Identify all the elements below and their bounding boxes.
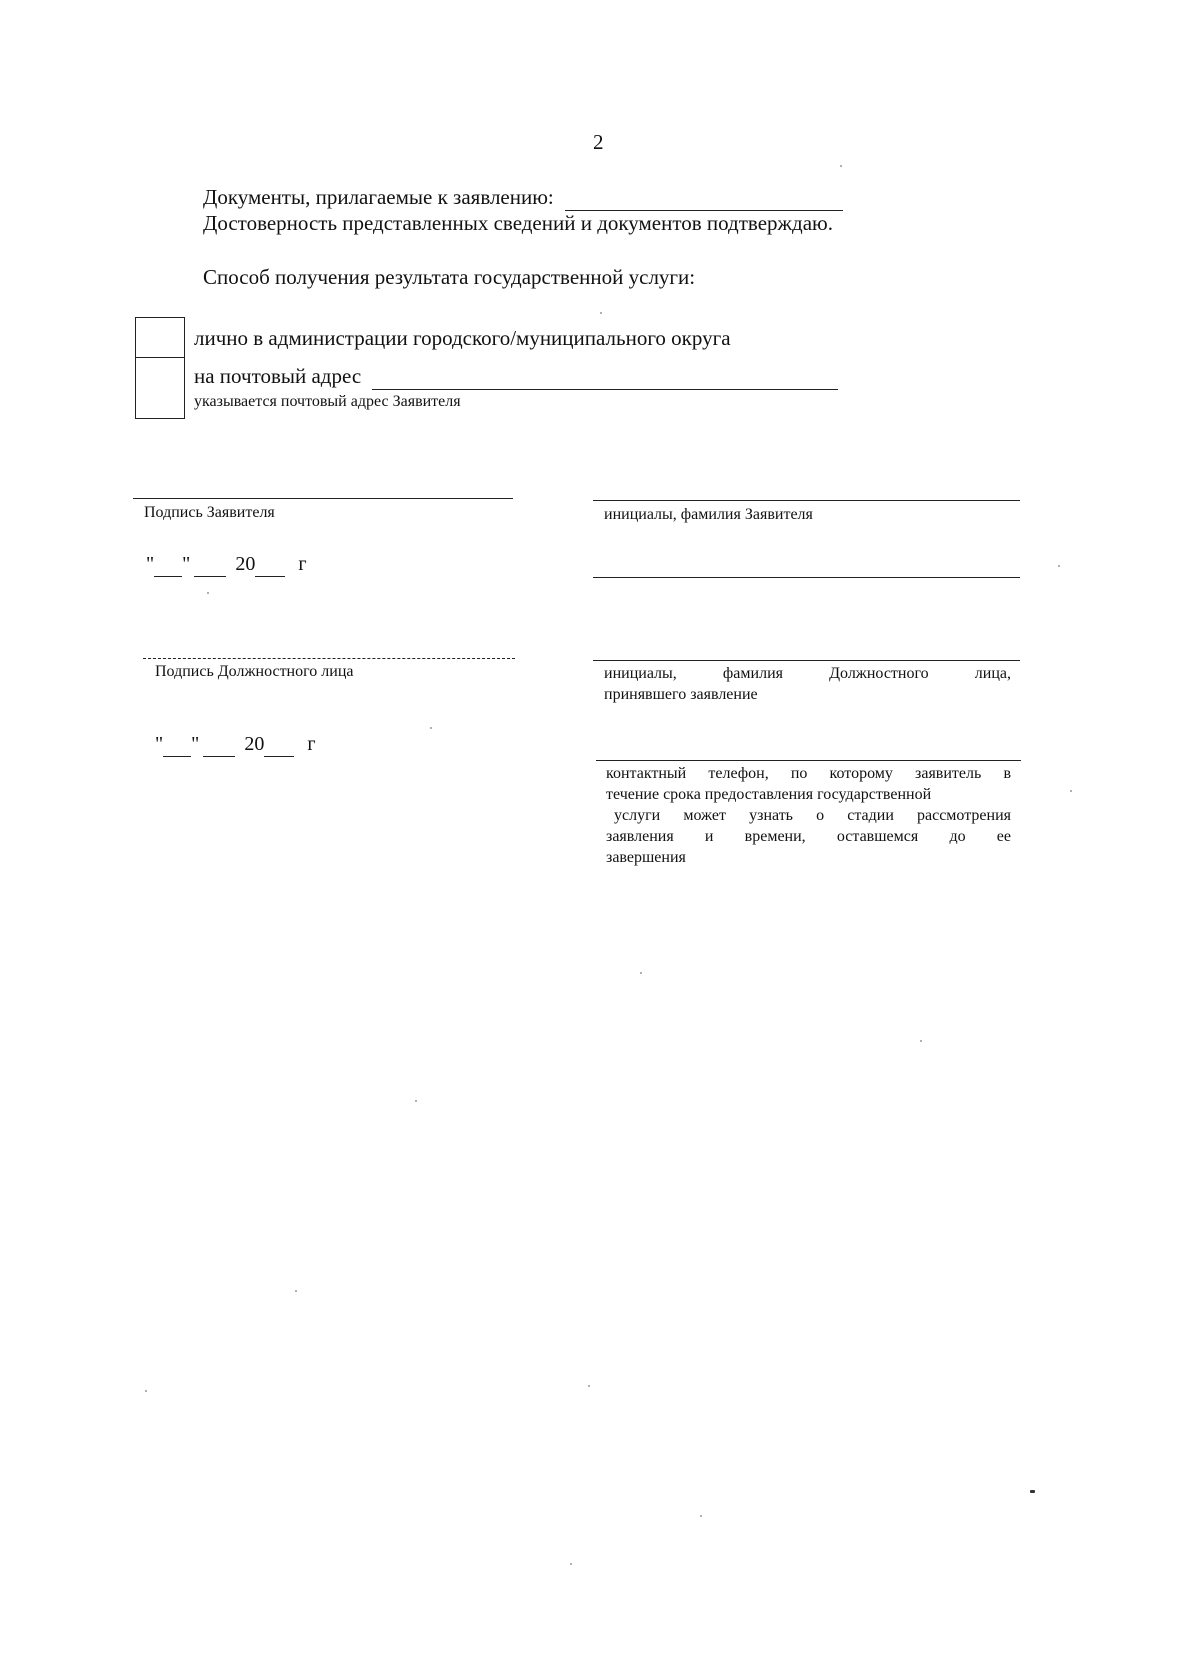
page-number: 2 (593, 130, 604, 154)
scan-speck (145, 1390, 147, 1392)
postal-address-field[interactable] (372, 364, 838, 390)
option-mail-line (194, 364, 838, 390)
applicant-date-day-field[interactable] (154, 553, 182, 577)
scan-speck (1058, 565, 1060, 567)
scan-speck (600, 312, 602, 314)
date-open-quote: " (155, 733, 164, 755)
documents-attached-line (203, 185, 843, 211)
documents-confirm-text: Достоверность представленных сведений и документов подтверждаю. (203, 211, 833, 235)
applicant-date-month-field[interactable] (194, 553, 226, 577)
applicant-name-line[interactable] (593, 500, 1020, 501)
documents-attached-field[interactable] (565, 185, 843, 211)
scan-speck (1070, 790, 1072, 792)
scan-speck (1030, 1490, 1035, 1493)
official-name-line[interactable] (593, 660, 1020, 661)
date-close-quote: " (182, 553, 191, 575)
option-mail-hint: указывается почтовый адрес Заявителя (194, 393, 461, 410)
applicant-date-year-field[interactable] (255, 553, 285, 577)
scan-speck (588, 1385, 590, 1387)
documents-attached-label: Документы, прилагаемые к заявлению: (203, 185, 554, 209)
applicant-signature-line[interactable] (133, 498, 513, 499)
applicant-name-caption: инициалы, фамилия Заявителя (604, 506, 813, 523)
date-year-suffix: г (298, 553, 307, 575)
contact-phone-caption-line: течение срока предоставления государственной (606, 786, 932, 803)
contact-phone-caption-line: заявления и времени, оставшемся до ее (606, 828, 1011, 845)
official-date (155, 733, 316, 757)
contact-phone-caption-line: услуги может узнать о стадии рассмотрения (614, 807, 1011, 824)
official-signature-caption: Подпись Должностного лица (155, 663, 354, 680)
scan-speck (295, 1290, 297, 1292)
option-mail-label: на почтовый адрес (194, 364, 362, 388)
date-year-suffix: г (307, 733, 316, 755)
date-open-quote: " (146, 553, 155, 575)
date-close-quote: " (191, 733, 200, 755)
scan-speck (700, 1515, 702, 1517)
date-year-prefix: 20 (244, 733, 265, 755)
option-in-person-label: лично в администрации городского/муниципального округа (194, 326, 731, 350)
applicant-signature-caption: Подпись Заявителя (144, 504, 275, 521)
contact-phone-line[interactable] (596, 760, 1021, 761)
contact-phone-caption-line: контактный телефон, по которому заявитель в (606, 765, 1011, 782)
official-signature-line[interactable] (143, 658, 515, 659)
scan-speck (430, 727, 432, 729)
scan-speck (207, 592, 209, 594)
official-name-caption-line: принявшего заявление (604, 686, 758, 703)
official-date-day-field[interactable] (163, 733, 191, 757)
official-date-year-field[interactable] (264, 733, 294, 757)
applicant-extra-line[interactable] (593, 577, 1020, 578)
scan-speck (570, 1563, 572, 1565)
official-date-month-field[interactable] (203, 733, 235, 757)
scan-speck (415, 1100, 417, 1102)
contact-phone-caption (606, 763, 1011, 868)
checkbox-by-mail[interactable] (135, 357, 185, 419)
checkbox-in-person[interactable] (135, 317, 185, 359)
scan-speck (840, 165, 842, 167)
contact-phone-caption-line: завершения (606, 849, 686, 866)
official-name-caption (604, 663, 1011, 705)
applicant-date (146, 553, 307, 577)
official-name-caption-line: инициалы, фамилия Должностного лица, (604, 665, 1011, 682)
date-year-prefix: 20 (235, 553, 256, 575)
scan-speck (640, 972, 642, 974)
receipt-method-heading: Способ получения результата государственной услуги: (203, 265, 696, 289)
scan-speck (920, 1040, 922, 1042)
